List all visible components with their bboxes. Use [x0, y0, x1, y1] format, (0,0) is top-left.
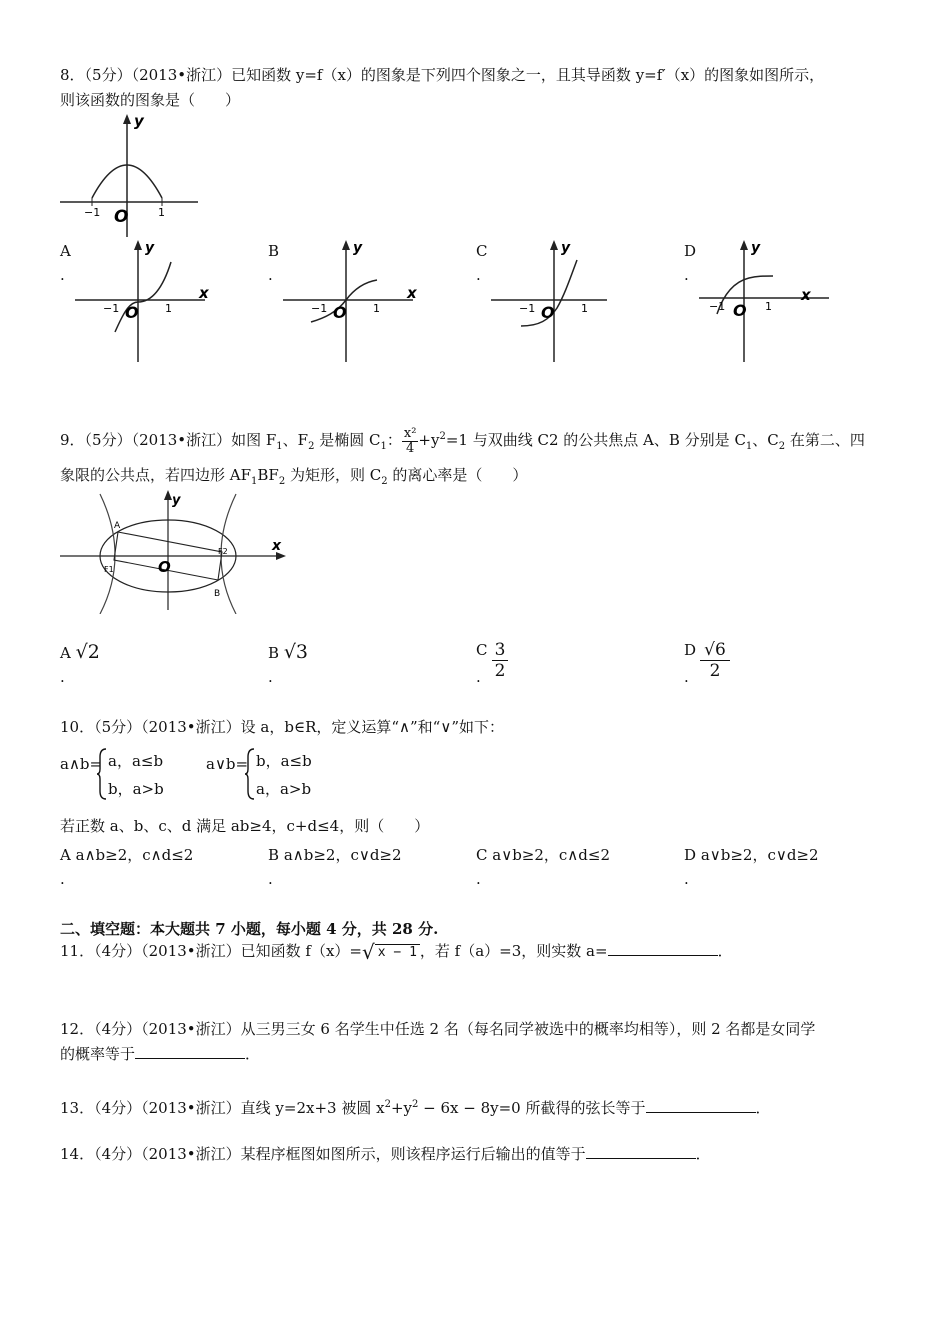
q10-or-case1: b，a≤b	[256, 752, 312, 770]
q9-option-d[interactable]	[684, 641, 696, 659]
svg-text:x: x	[199, 284, 209, 302]
q9-option-c[interactable]	[476, 641, 487, 659]
q11-answer-blank[interactable]	[608, 941, 718, 956]
q10-line1: 10．（5分）（2013•浙江）设 a，b∈R，定义运算“∧”和“∨”如下：	[60, 718, 504, 736]
q8-option-c-dot: .	[476, 266, 481, 284]
svg-text:O: O	[541, 303, 555, 322]
curve-a	[115, 262, 171, 332]
q10-option-c[interactable]: C a∨b≥2，c∧d≤2	[476, 846, 610, 864]
svg-text:x: x	[801, 286, 811, 304]
q8-option-b-graph[interactable]	[283, 236, 428, 364]
q10-option-b[interactable]: B a∧b≥2，c∨d≥2	[268, 846, 402, 864]
origin-label: O	[114, 207, 129, 227]
svg-text:−1: −1	[519, 302, 536, 315]
q9-option-a[interactable]	[60, 641, 100, 663]
svg-text:−1: −1	[103, 302, 120, 315]
svg-text:1: 1	[765, 300, 772, 313]
q9-option-b[interactable]	[268, 641, 308, 663]
svg-text:A: A	[114, 521, 121, 531]
left-brace-icon	[244, 747, 256, 801]
q10-line2: 若正数 a、b、c、d 满足 ab≥4，c+d≤4，则（ ）	[60, 817, 430, 835]
svg-text:O: O	[733, 301, 747, 320]
svg-text:−1: −1	[709, 300, 726, 313]
q14-line: 14．（4分）（2013•浙江）某程序框图如图所示，则该程序运行后输出的值等于 ．	[60, 1145, 711, 1163]
svg-text:−1: −1	[311, 302, 328, 315]
q8-line1: 8．（5分）（2013•浙江）已知函数 y=f（x）的图象是下列四个图象之一，且其导函数 y=f′（x）的图象如图所示，	[60, 66, 825, 84]
q10-or-lhs: a∨b=	[206, 755, 249, 773]
q8-option-d-letter[interactable]: D	[684, 242, 697, 260]
q13-line: 13．（4分）（2013•浙江）直线 y=2x+3 被圆 $x^2+y^2 - 6x - 8y=0$ 所截得的弦长等于 ．	[60, 1099, 771, 1117]
svg-text:1: 1	[373, 302, 380, 315]
hyperbola-left	[100, 494, 115, 614]
q9-option-c-fraction: 3 2	[492, 640, 508, 681]
q11-radicand: x − 1	[375, 944, 420, 960]
svg-text:y: y	[751, 240, 761, 256]
svg-text:y: y	[561, 240, 571, 256]
q8-option-b-letter[interactable]: B	[268, 242, 280, 260]
q8-option-a-letter[interactable]: A	[60, 242, 71, 260]
sqrt-icon: √	[362, 940, 375, 964]
q11-line: 11．（4分）（2013•浙江）已知函数 f（x）=√ x − 1 ，若 f（a）=3，则实数 a= ．	[60, 940, 733, 964]
q9-option-b-letter: B	[268, 644, 280, 662]
svg-text:O: O	[158, 558, 171, 576]
q10-option-a[interactable]: A a∧b≥2，c∧d≤2	[60, 846, 194, 864]
svg-text:B: B	[214, 589, 221, 599]
svg-text:F2: F2	[218, 547, 228, 556]
q10-and-case2: b，a>b	[108, 780, 164, 798]
svg-text:O: O	[125, 303, 139, 322]
svg-text:y: y	[172, 493, 181, 508]
q12-answer-blank[interactable]	[135, 1044, 245, 1059]
q8-line2: 则该函数的图象是（ ）	[60, 91, 241, 109]
q9-line1: 9．（5分）（2013•浙江）如图 $F_1$、$F_2$ 是椭圆 $C_1$： $\frac{\text{x²}}{4}$ $+y^2=1$ 与双曲线 C2 的公共焦点 A、B 分别是 $C_1$、$C_2$ 在第二、四	[60, 425, 865, 456]
q9-option-a-letter: A	[60, 644, 71, 662]
svg-text:O: O	[333, 303, 347, 322]
svg-text:y: y	[145, 240, 155, 256]
q10-and-case1: a，a≤b	[108, 752, 164, 770]
q9-option-c-letter: C	[476, 641, 488, 659]
q12-line1: 12．（4分）（2013•浙江）从三男三女 6 名学生中任选 2 名（每名同学被选中的概率均相等），则 2 名都是女同学	[60, 1020, 816, 1038]
q9-option-a-value: √2	[75, 641, 100, 663]
y-label: y	[134, 112, 144, 130]
q8-option-b-dot: .	[268, 266, 273, 284]
q9-option-b-value: √3	[283, 641, 309, 663]
q8-option-c-letter[interactable]: C	[476, 242, 488, 260]
left-brace-icon	[96, 747, 108, 801]
q8-option-a-dot: .	[60, 266, 65, 284]
svg-text:F1: F1	[104, 565, 114, 574]
q9-line2: 象限的公共点，若四边形 $AF_1BF_2$ 为矩形，则 $C_2$ 的离心率是（ ）	[60, 466, 528, 487]
q9-option-d-fraction: √6 2	[700, 640, 730, 681]
q9-ellipse-figure	[60, 486, 290, 614]
pos1-label: 1	[158, 206, 165, 219]
svg-text:y: y	[353, 240, 363, 256]
q14-answer-blank[interactable]	[586, 1144, 696, 1159]
section-heading: 二、填空题：本大题共 7 小题，每小题 4 分，共 28 分.	[60, 920, 439, 938]
q10-and-lhs: a∧b=	[60, 755, 103, 773]
q8-option-d-graph[interactable]	[699, 236, 844, 364]
q9-option-d-letter: D	[684, 641, 697, 659]
y-arrow-icon	[123, 114, 131, 124]
svg-text:x: x	[407, 284, 417, 302]
q10-or-case2: a，a>b	[256, 780, 312, 798]
svg-text:1: 1	[581, 302, 588, 315]
q12-line2: 的概率等于 ．	[60, 1045, 261, 1063]
svg-text:x: x	[272, 538, 282, 554]
svg-text:1: 1	[165, 302, 172, 315]
q10-option-d[interactable]: D a∨b≥2，c∨d≥2	[684, 846, 819, 864]
q13-answer-blank[interactable]	[646, 1098, 756, 1113]
q8-option-c-graph[interactable]	[491, 236, 636, 364]
q9-fraction: $\frac{\text{x²}}{4}$	[403, 425, 417, 456]
q8-option-d-dot: .	[684, 266, 689, 284]
neg1-label: −1	[84, 206, 101, 219]
q8-derivative-figure	[60, 112, 210, 237]
q8-option-a-graph[interactable]	[75, 236, 220, 364]
